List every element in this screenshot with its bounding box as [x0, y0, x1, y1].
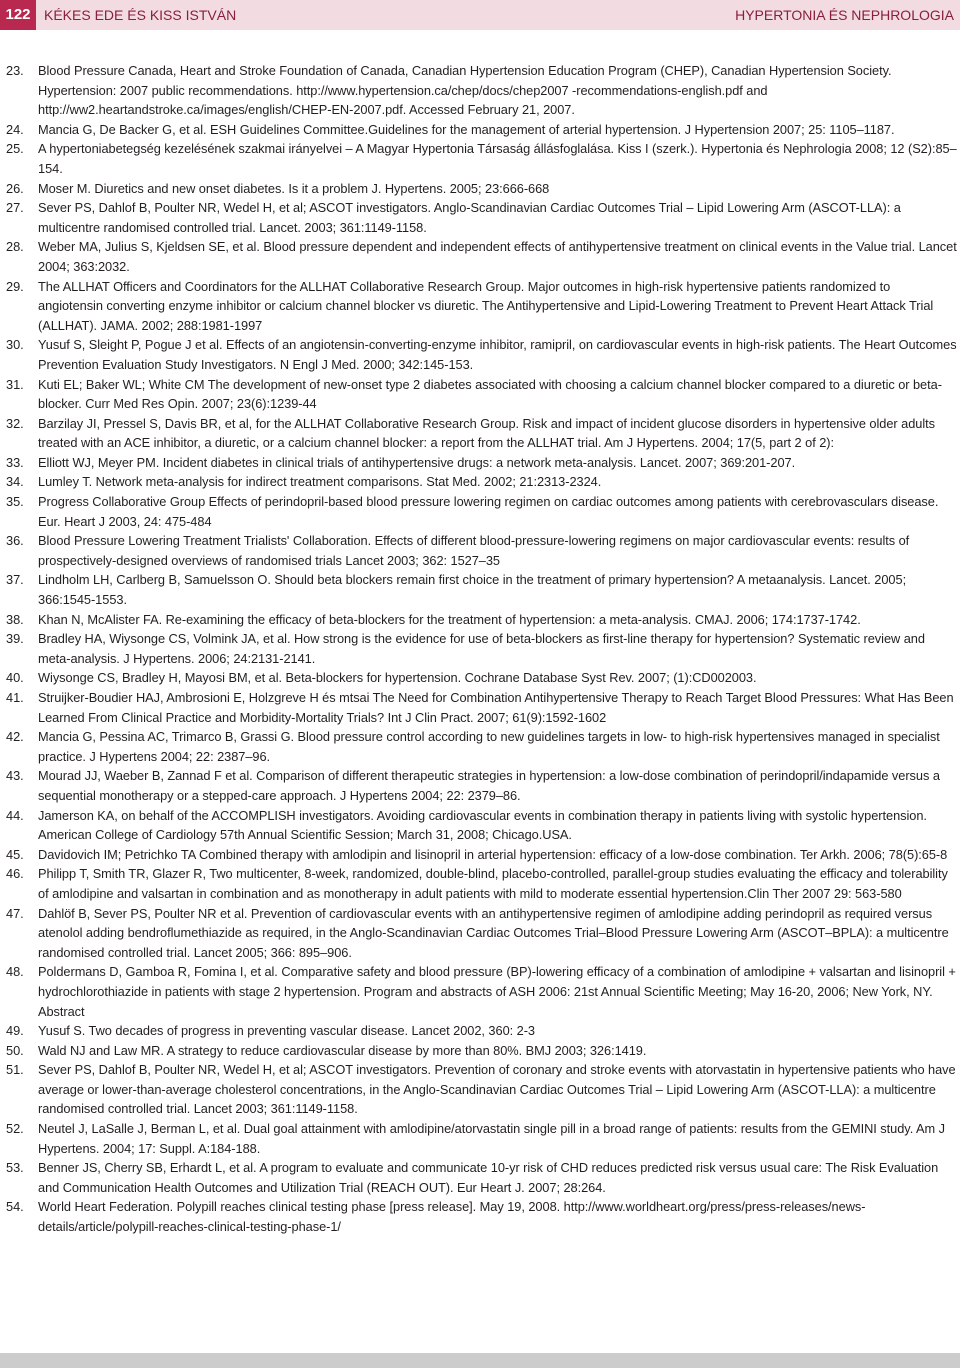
reference-number: 28. [6, 239, 24, 255]
reference-item [6, 198, 958, 237]
reference-item [6, 335, 958, 374]
reference-number: 47. [6, 905, 24, 921]
reference-text: Poldermans D, Gamboa R, Fomina I, et al. Comparative safety and blood pressure (BP)-lowering efficacy of a combination of amlodipine + valsartan and lisinopril + hydrochlorothiazide in patients with stage 2 hypertension. Program and abstracts of ASH 2006: 21st Annual Scientific Meeting; May 16-20, 2006; New York, NY. Abstract [38, 964, 956, 1019]
reference-number: 27. [6, 200, 24, 216]
reference-number: 51. [6, 1062, 24, 1078]
reference-number: 49. [6, 1023, 24, 1039]
reference-number: 33. [6, 454, 24, 470]
reference-number: 24. [6, 121, 24, 137]
reference-number: 53. [6, 1160, 24, 1176]
reference-item [6, 1197, 958, 1236]
reference-item [6, 1021, 958, 1041]
reference-number: 38. [6, 611, 24, 627]
reference-text: Davidovich IM; Petrichko TA Combined therapy with amlodipin and lisinopril in arterial hypertension: efficacy of a low-dose combination. Ter Arkh. 2006; 78(5):65-8 [38, 846, 948, 862]
reference-text: Elliott WJ, Meyer PM. Incident diabetes in clinical trials of antihypertensive drugs: a network meta-analysis. Lancet. 2007; 369:201-207. [38, 454, 796, 470]
reference-item [6, 120, 958, 140]
reference-item [6, 1041, 958, 1061]
reference-number: 48. [6, 964, 24, 980]
reference-text: Sever PS, Dahlof B, Poulter NR, Wedel H, et al; ASCOT investigators. Prevention of coronary and stroke events with atorvastatin in hypertensive patients who have average or lower-than-average cholesterol concentrations, in the Anglo-Scandinavian Cardiac Outcomes Trial – Lipid Lowering Arm (ASCOT-LLA): a multicentre randomised controlled trial. Lancet 2003; 361:1149-1158. [38, 1062, 956, 1117]
reference-number: 52. [6, 1121, 24, 1137]
reference-text: Struijker-Boudier HAJ, Ambrosioni E, Holzgreve H és mtsai The Need for Combination Antihypertensive Therapy to Reach Target Blood Pressures: What Has Been Learned From Clinical Practice and Morbidity-Mortality Trials? Int J Clin Pract. 2007; 61(9):1592-1602 [38, 690, 954, 725]
reference-text: Lindholm LH, Carlberg B, Samuelsson O. Should beta blockers remain first choice in the treatment of primary hypertension? A metaanalysis. Lancet. 2005; 366:1545-1553. [38, 572, 907, 608]
reference-list [6, 61, 958, 1237]
reference-number: 32. [6, 415, 24, 431]
reference-item [6, 1060, 958, 1119]
reference-text: Mourad JJ, Waeber B, Zannad F et al. Comparison of different therapeutic strategies in hypertension: a low-dose combination of perindopril/indapamide versus a sequential monotherapy or a stepped-care approach. J Hypertens 2004; 22: 2379–86. [38, 768, 940, 803]
reference-item [6, 845, 958, 865]
reference-item [6, 1158, 958, 1197]
reference-item [6, 531, 958, 570]
reference-item [6, 453, 958, 473]
reference-text: Lumley T. Network meta-analysis for indirect treatment comparisons. Stat Med. 2002; 21:2313-2324. [38, 474, 602, 490]
page-number: 122 [0, 0, 36, 30]
reference-item [6, 472, 958, 492]
reference-item [6, 727, 958, 766]
reference-text: Mancia G, De Backer G, et al. ESH Guidelines Committee.Guidelines for the management of arterial hypertension. J Hypertension 2007; 25: 1105–1187. [38, 121, 895, 137]
reference-item [6, 904, 958, 963]
reference-number: 40. [6, 670, 24, 686]
reference-text: Dahlöf B, Sever PS, Poulter NR et al. Prevention of cardiovascular events with an antihypertensive regimen of amlodipine adding perindopril as required versus atenolol adding bendroflumethiazide as required, in the Anglo-Scandinavian Cardiac Outcomes Trial–Blood Pressure Lowering Arm (ASCOT–BPLA): a multicentre randomised controlled trial. Lancet 2005; 366: 895–906. [38, 905, 949, 960]
reference-number: 29. [6, 278, 24, 294]
reference-item [6, 688, 958, 727]
reference-number: 44. [6, 807, 24, 823]
reference-item [6, 61, 958, 120]
reference-item [6, 668, 958, 688]
reference-item [6, 610, 958, 630]
reference-item [6, 375, 958, 414]
reference-text: Yusuf S. Two decades of progress in preventing vascular disease. Lancet 2002, 360: 2-3 [38, 1023, 535, 1039]
reference-item [6, 1119, 958, 1158]
reference-text: Progress Collaborative Group Effects of perindopril-based blood pressure lowering regimen on cardiac outcomes among patients with cerebrovasculars disease. Eur. Heart J 2003, 24: 475-484 [38, 494, 939, 529]
reference-text: Mancia G, Pessina AC, Trimarco B, Grassi G. Blood pressure control according to new guidelines targets in low- to high-risk hypertensives managed in specialist practice. J Hypertens 2004; 22: 2387–96. [38, 729, 940, 764]
reference-item [6, 629, 958, 668]
reference-text: Blood Pressure Lowering Treatment Trialists' Collaboration. Effects of different blood-pressure-lowering regimens on major cardiovascular events: results of prospectively-designed overviews of randomised trials Lancet 2003; 362: 1527–35 [38, 533, 910, 568]
reference-number: 34. [6, 474, 24, 490]
reference-number: 45. [6, 846, 24, 862]
reference-text: Bradley HA, Wiysonge CS, Volmink JA, et al. How strong is the evidence for use of beta-blockers as first-line therapy for hypertension? Systematic review and meta-analysis. J Hypertens. 2006; 24:2131-2141. [38, 631, 925, 666]
reference-text: Kuti EL; Baker WL; White CM The development of new-onset type 2 diabetes associated with choosing a calcium channel blocker compared to a diuretic or beta-blocker. Curr Med Res Opin. 2007; 23(6):1239-44 [38, 376, 942, 412]
reference-text: Weber MA, Julius S, Kjeldsen SE, et al. Blood pressure dependent and independent effects of antihypertensive treatment on clinical events in the Value trial. Lancet 2004; 363:2032. [38, 239, 957, 274]
reference-item [6, 139, 958, 178]
reference-text: Wald NJ and Law MR. A strategy to reduce cardiovascular disease by more than 80%. BMJ 2003; 326:1419. [38, 1042, 647, 1058]
reference-number: 54. [6, 1199, 24, 1215]
reference-item [6, 806, 958, 845]
reference-number: 50. [6, 1042, 24, 1058]
reference-number: 46. [6, 866, 24, 882]
reference-item [6, 570, 958, 609]
reference-item [6, 766, 958, 805]
reference-text: Blood Pressure Canada, Heart and Stroke Foundation of Canada, Canadian Hypertension Education Program (CHEP), Canadian Hypertension Society. Hypertension: 2007 public recommendations. http://www.hypertension.ca/chep/docs/chep2007 -recommendations-english.pdf and http://ww2.heartandstroke.ca/images/english/CHEP-EN-2007.pdf. Accessed February 21, 2007. [38, 63, 892, 118]
reference-number: 26. [6, 180, 24, 196]
footer-bar [0, 1353, 960, 1368]
reference-text: A hypertoniabetegség kezelésének szakmai irányelvei – A Magyar Hypertonia Társaság állásfoglalása. Kiss I (szerk.). Hypertonia és Nephrologia 2008; 12 (S2):85–154. [38, 141, 957, 176]
reference-number: 31. [6, 376, 24, 392]
reference-number: 35. [6, 494, 24, 510]
reference-text: Benner JS, Cherry SB, Erhardt L, et al. A program to evaluate and communicate 10-yr risk of CHD reduces predicted risk versus usual care: The Risk Evaluation and Communication Health Outcomes and Utilization Trial (REACH OUT). Eur Heart J. 2007; 28:264. [38, 1160, 939, 1195]
reference-item [6, 962, 958, 1021]
reference-text: Sever PS, Dahlof B, Poulter NR, Wedel H, et al; ASCOT investigators. Anglo-Scandinavian Cardiac Outcomes Trial – Lipid Lowering Arm (ASCOT-LLA): a multicentre randomised controlled trial. Lancet. 2003; 361:1149-1158. [38, 200, 901, 235]
reference-text: Jamerson KA, on behalf of the ACCOMPLISH investigators. Avoiding cardiovascular events in combination therapy in patients living with systolic hypertension. American College of Cardiology 57th Annual Scientific Session; March 31, 2008; Chicago.USA. [38, 807, 927, 843]
running-header [0, 0, 960, 30]
reference-number: 30. [6, 337, 24, 353]
reference-number: 25. [6, 141, 24, 157]
reference-item [6, 237, 958, 276]
reference-item [6, 864, 958, 903]
reference-item [6, 414, 958, 453]
reference-text: Moser M. Diuretics and new onset diabetes. Is it a problem J. Hypertens. 2005; 23:666-668 [38, 180, 550, 196]
reference-number: 36. [6, 533, 24, 549]
reference-text: Barzilay JI, Pressel S, Davis BR, et al, for the ALLHAT Collaborative Research Group. Risk and impact of incident glucose disorders in hypertensive older adults treated with an ACE inhibitor, a diuretic, or a calcium channel blocker: a report from the ALLHAT trial. Am J Hypertens. 2004; 17(5, part 2 of 2): [38, 415, 935, 451]
reference-text: Philipp T, Smith TR, Glazer R, Two multicenter, 8-week, randomized, double-blind, placebo-controlled, parallel-group studies evaluating the efficacy and tolerability of amlodipine and valsartan in combination and as monotherapy in adult patients with mild to moderate essential hypertension.Clin Ther 2007 29: 563-580 [38, 866, 948, 901]
reference-text: Wiysonge CS, Bradley H, Mayosi BM, et al. Beta-blockers for hypertension. Cochrane Database Syst Rev. 2007; (1):CD002003. [38, 670, 757, 686]
reference-item [6, 277, 958, 336]
header-journal: HYPERTONIA ÉS NEPHROLOGIA [735, 7, 954, 23]
reference-number: 37. [6, 572, 24, 588]
reference-number: 43. [6, 768, 24, 784]
header-authors: KÉKES EDE ÉS KISS ISTVÁN [44, 7, 237, 23]
reference-text: Yusuf S, Sleight P, Pogue J et al. Effects of an angiotensin-converting-enzyme inhibitor, ramipril, on cardiovascular events in high-risk patients. The Heart Outcomes Prevention Evaluation Study Investigators. N Engl J Med. 2000; 342:145-153. [38, 337, 957, 372]
reference-item [6, 492, 958, 531]
reference-number: 42. [6, 729, 24, 745]
reference-number: 41. [6, 690, 24, 705]
reference-text: The ALLHAT Officers and Coordinators for the ALLHAT Collaborative Research Group. Major outcomes in high-risk hypertensive patients randomized to angiotensin converting enzyme inhibitor or calcium channel blocker vs diuretic. The Antihypertensive and Lipid-Lowering Treatment to Prevent Heart Attack Trial (ALLHAT). JAMA. 2002; 288:1981-1997 [38, 278, 934, 333]
reference-number: 39. [6, 631, 24, 647]
reference-text: World Heart Federation. Polypill reaches clinical testing phase [press release]. May 19, 2008. http://www.worldheart.org/press/press-releases/news-details/article/polypill-reaches-clinical-testing-phase-1/ [38, 1199, 866, 1235]
reference-text: Neutel J, LaSalle J, Berman L, et al. Dual goal attainment with amlodipine/atorvastatin single pill in a broad range of patients: results from the GEMINI study. Am J Hypertens. 2004; 17: Suppl. A:184-188. [38, 1121, 945, 1156]
reference-number: 23. [6, 63, 24, 78]
reference-item [6, 179, 958, 199]
reference-text: Khan N, McAlister FA. Re-examining the efficacy of beta-blockers for the treatment of hypertension: a meta-analysis. CMAJ. 2006; 174:1737-1742. [38, 611, 861, 627]
